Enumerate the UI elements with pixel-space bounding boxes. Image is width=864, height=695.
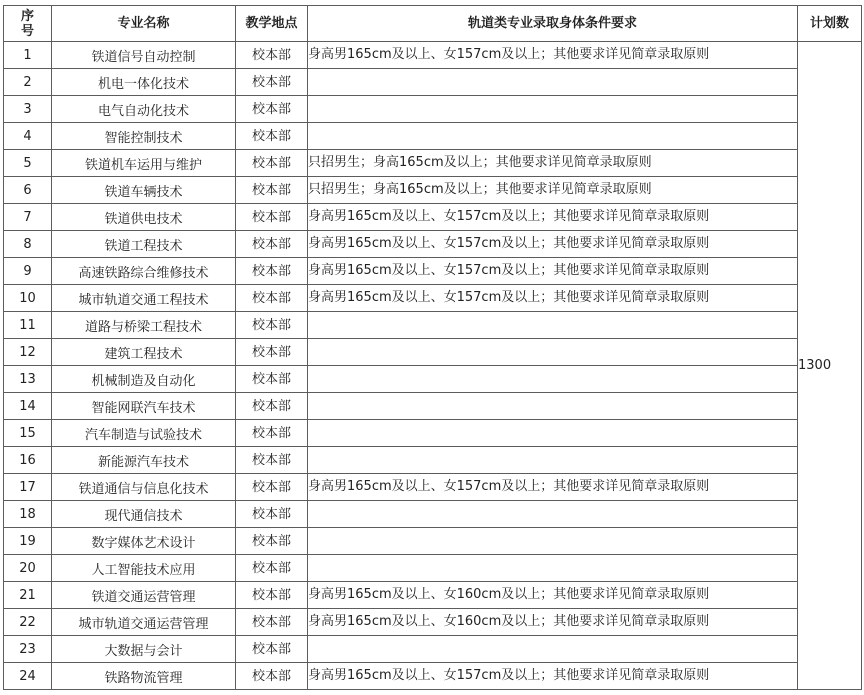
teaching-location: 校本部	[236, 177, 308, 204]
requirement-text	[308, 366, 798, 393]
row-number: 5	[4, 150, 52, 177]
header-requirement: 轨道类专业录取身体条件要求	[308, 6, 798, 42]
major-name: 智能网联汽车技术	[52, 393, 236, 420]
major-name: 铁道信号自动控制	[52, 42, 236, 69]
table-row	[4, 636, 862, 663]
plan-total: 1300	[798, 42, 862, 690]
row-number: 14	[4, 393, 52, 420]
requirement-text: 身高男165cm及以上、女157cm及以上；其他要求详见简章录取原则	[308, 42, 798, 69]
major-name: 建筑工程技术	[52, 339, 236, 366]
teaching-location: 校本部	[236, 366, 308, 393]
table-row	[4, 204, 862, 231]
row-number: 20	[4, 555, 52, 582]
major-name: 机电一体化技术	[52, 69, 236, 96]
row-number: 9	[4, 258, 52, 285]
major-name: 铁道车辆技术	[52, 177, 236, 204]
table-row	[4, 339, 862, 366]
teaching-location: 校本部	[236, 474, 308, 501]
teaching-location: 校本部	[236, 69, 308, 96]
admission-plan-table	[3, 5, 862, 690]
requirement-text	[308, 96, 798, 123]
row-number: 17	[4, 474, 52, 501]
table-row	[4, 474, 862, 501]
table-body	[4, 42, 862, 690]
table-row	[4, 528, 862, 555]
row-number: 23	[4, 636, 52, 663]
header-major: 专业名称	[52, 6, 236, 42]
row-number: 11	[4, 312, 52, 339]
major-name: 城市轨道交通运营管理	[52, 609, 236, 636]
requirement-text	[308, 501, 798, 528]
major-name: 城市轨道交通工程技术	[52, 285, 236, 312]
table-row	[4, 258, 862, 285]
requirement-text: 只招男生；身高165cm及以上；其他要求详见简章录取原则	[308, 177, 798, 204]
row-number: 1	[4, 42, 52, 69]
table-row	[4, 285, 862, 312]
table-row	[4, 231, 862, 258]
row-number: 3	[4, 96, 52, 123]
requirement-text: 身高男165cm及以上、女157cm及以上；其他要求详见简章录取原则	[308, 258, 798, 285]
teaching-location: 校本部	[236, 312, 308, 339]
row-number: 6	[4, 177, 52, 204]
requirement-text: 身高男165cm及以上、女157cm及以上；其他要求详见简章录取原则	[308, 204, 798, 231]
teaching-location: 校本部	[236, 42, 308, 69]
major-name: 汽车制造与试验技术	[52, 420, 236, 447]
teaching-location: 校本部	[236, 231, 308, 258]
header-no: 序号	[4, 6, 52, 42]
table-row	[4, 42, 862, 69]
requirement-text: 身高男165cm及以上、女157cm及以上；其他要求详见简章录取原则	[308, 474, 798, 501]
teaching-location: 校本部	[236, 528, 308, 555]
requirement-text	[308, 420, 798, 447]
teaching-location: 校本部	[236, 339, 308, 366]
teaching-location: 校本部	[236, 96, 308, 123]
table-header	[4, 6, 862, 42]
major-name: 机械制造及自动化	[52, 366, 236, 393]
teaching-location: 校本部	[236, 393, 308, 420]
row-number: 10	[4, 285, 52, 312]
row-number: 15	[4, 420, 52, 447]
header-plan: 计划数	[798, 6, 862, 42]
table-row	[4, 663, 862, 690]
teaching-location: 校本部	[236, 636, 308, 663]
table-row	[4, 609, 862, 636]
teaching-location: 校本部	[236, 204, 308, 231]
teaching-location: 校本部	[236, 663, 308, 690]
header-location: 教学地点	[236, 6, 308, 42]
row-number: 16	[4, 447, 52, 474]
requirement-text	[308, 447, 798, 474]
major-name: 铁道交通运营管理	[52, 582, 236, 609]
major-name: 大数据与会计	[52, 636, 236, 663]
table-row	[4, 366, 862, 393]
requirement-text	[308, 312, 798, 339]
row-number: 21	[4, 582, 52, 609]
teaching-location: 校本部	[236, 447, 308, 474]
table-row	[4, 447, 862, 474]
row-number: 12	[4, 339, 52, 366]
requirement-text: 只招男生；身高165cm及以上；其他要求详见简章录取原则	[308, 150, 798, 177]
row-number: 4	[4, 123, 52, 150]
table-row	[4, 501, 862, 528]
major-name: 道路与桥梁工程技术	[52, 312, 236, 339]
table-row	[4, 555, 862, 582]
teaching-location: 校本部	[236, 609, 308, 636]
teaching-location: 校本部	[236, 582, 308, 609]
row-number: 7	[4, 204, 52, 231]
major-name: 铁道机车运用与维护	[52, 150, 236, 177]
table-row	[4, 393, 862, 420]
table-row	[4, 420, 862, 447]
major-name: 新能源汽车技术	[52, 447, 236, 474]
major-name: 电气自动化技术	[52, 96, 236, 123]
teaching-location: 校本部	[236, 123, 308, 150]
table-row	[4, 123, 862, 150]
requirement-text	[308, 393, 798, 420]
major-name: 铁路物流管理	[52, 663, 236, 690]
row-number: 13	[4, 366, 52, 393]
major-name: 铁道工程技术	[52, 231, 236, 258]
row-number: 18	[4, 501, 52, 528]
requirement-text: 身高男165cm及以上、女160cm及以上；其他要求详见简章录取原则	[308, 582, 798, 609]
requirement-text	[308, 123, 798, 150]
row-number: 22	[4, 609, 52, 636]
major-name: 高速铁路综合维修技术	[52, 258, 236, 285]
requirement-text	[308, 636, 798, 663]
teaching-location: 校本部	[236, 420, 308, 447]
major-name: 现代通信技术	[52, 501, 236, 528]
major-name: 铁道供电技术	[52, 204, 236, 231]
requirement-text: 身高男165cm及以上、女157cm及以上；其他要求详见简章录取原则	[308, 663, 798, 690]
requirement-text	[308, 69, 798, 96]
major-name: 人工智能技术应用	[52, 555, 236, 582]
teaching-location: 校本部	[236, 501, 308, 528]
table-row	[4, 582, 862, 609]
row-number: 2	[4, 69, 52, 96]
row-number: 24	[4, 663, 52, 690]
requirement-text	[308, 555, 798, 582]
table-row	[4, 312, 862, 339]
requirement-text: 身高男165cm及以上、女157cm及以上；其他要求详见简章录取原则	[308, 285, 798, 312]
table-row	[4, 177, 862, 204]
table-row	[4, 96, 862, 123]
requirement-text	[308, 339, 798, 366]
requirement-text: 身高男165cm及以上、女160cm及以上；其他要求详见简章录取原则	[308, 609, 798, 636]
row-number: 8	[4, 231, 52, 258]
table-row	[4, 150, 862, 177]
row-number: 19	[4, 528, 52, 555]
teaching-location: 校本部	[236, 555, 308, 582]
table-row	[4, 69, 862, 96]
header-row	[4, 6, 862, 42]
major-name: 智能控制技术	[52, 123, 236, 150]
teaching-location: 校本部	[236, 258, 308, 285]
major-name: 数字媒体艺术设计	[52, 528, 236, 555]
requirement-text: 身高男165cm及以上、女157cm及以上；其他要求详见简章录取原则	[308, 231, 798, 258]
requirement-text	[308, 528, 798, 555]
teaching-location: 校本部	[236, 150, 308, 177]
major-name: 铁道通信与信息化技术	[52, 474, 236, 501]
teaching-location: 校本部	[236, 285, 308, 312]
